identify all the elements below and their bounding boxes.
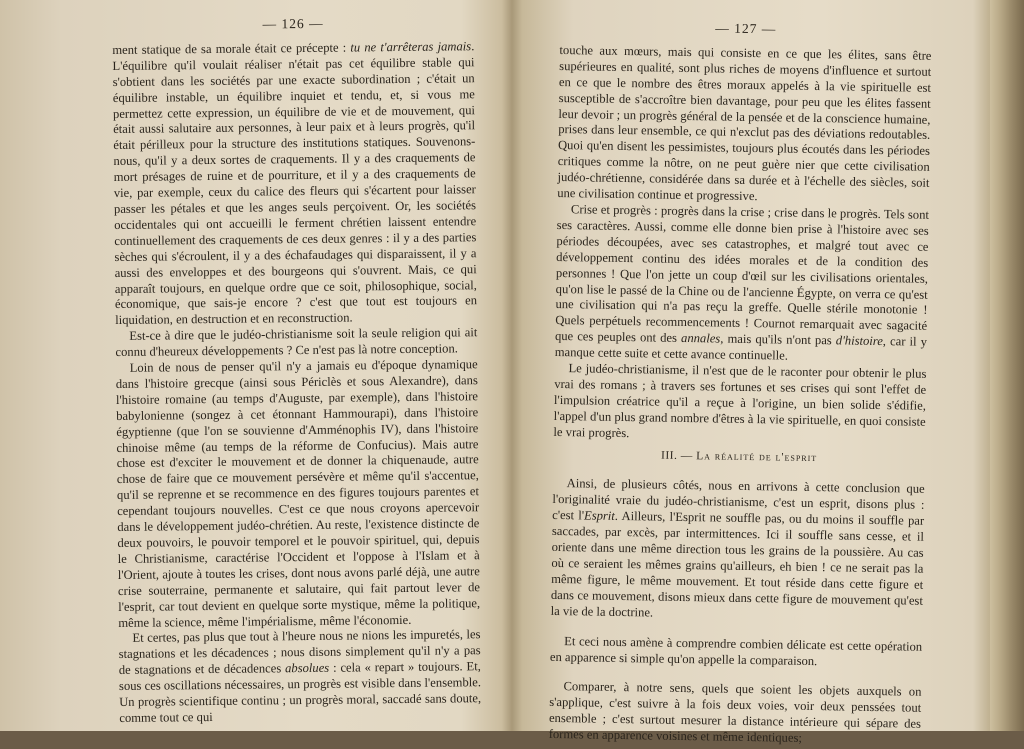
text-run: Comparer, à notre sens, quels que soient les objets auxquels on s'applique, c'est suivre à la fois deux voies, voir deux penssées tout ensemble ; c'est surtout mesurer la distance intérieure qui sépare des formes en apparence voisines et même identiques; — [548, 679, 922, 746]
italic-text: absolues — [285, 661, 330, 676]
section-title: La réalité de l'esprit — [696, 449, 818, 464]
text-run: . L'équilibre qu'il voulait réaliser n'était pas cet équilibre stable qui s'obtient dans les sociétés par une exacte subordination ; c'était un équilibre instable, un équilibre inquiet et tendu, et, si vous me permettez cette expression, un équilibre de vie et de mouvement, qui était aussi salutaire aux personnes, à leur paix et à leurs progrès, qu'il était périlleux pour la structure des institutions statiques. Souvenons-nous, qu'il y a deux sortes de craquements. Il y a des craquements de mort présages de ruine et de pourriture, et il y a des craquements de vie, par exemple, ceux du calice des fleurs qui s'écartent pour laisser passer les pétales et que les anges seuls perçoivent. Or, les sociétés occidentales qui ont accueilli le ferment chrétien laissent entendre continuellement des craquements de ces deux genres : il y a des parties sèches qui s'écroulent, il y a des échafaudages qui disparaissent, il y a aussi des enveloppes et des bourgeons qui s'ouvrent. Mais, ce qui apparaît toujours, en quelque ordre que ce soit, philosophique, social, économique, que sais-je encore ? c'est que tout est toujours en liquidation, en destruction et en reconstruction. — [112, 39, 478, 328]
right-page — [549, 18, 932, 749]
page-edge — [990, 0, 1024, 731]
paragraph — [112, 39, 477, 329]
paragraph — [557, 43, 931, 208]
paragraph — [555, 202, 929, 367]
paragraph — [553, 361, 926, 446]
italic-text: Esprit — [583, 508, 615, 524]
right-page-body-bottom — [549, 476, 925, 748]
paragraph — [550, 634, 922, 672]
paragraph — [549, 679, 922, 748]
text-run: , car il y manque cette suite et cette avance continuelle. — [554, 334, 928, 363]
paragraph — [115, 325, 477, 361]
section-number: III. — — [660, 449, 693, 462]
text-run: Crise et progrès : progrès dans la crise ; crise dans le progrès. Tels sont ses caractères. Aussi, comme elle donne bien prise à l'histoire avec ses périodes découpées, avec ses catastrophes, et malgré tout avec ce développement continu des idées morales et de la condition des personnes ! Que l'on jette un coup d'œil sur les civilisations orientales, qu'on lise le passé de la Chine ou de l'ancienne Égypte, on verra ce qu'est une civilisation qui n'a pas reçu la greffe. Quelle stérile monotonie ! Quels perpétuels recommencements ! Cournot remarquait avec sagacité que ces peuples ont des — [554, 202, 930, 346]
text-run: Loin de nous de penser qu'il n'y a jamais eu d'époque dynamique dans l'histoire grecque (ainsi sous Périclès et sous Alexandre), dans l'histoire romaine (au temps d'Auguste, par exemple), dans l'histoire babylonienne (songez à cet étonnant Hammourapi), dans l'histoire égyptienne (que l'on se souvienne d'Amménophis IV), dans l'histoire chinoise même (au temps de la réforme de Confucius). Mais autre chose est d'exciter le mouvement et de donner la chiquenaude, autre chose de faire que ce mouvement persévère et même qu'il s'accentue, qu'il se reprenne et se recommence en des figures toujours parentes et cependant toujours nouvelles. C'est ce que nous croyons apercevoir dans le développement judéo-chrétien. Au reste, l'existence distincte de deux pouvoirs, le pouvoir temporel et le pouvoir spirituel, qui, depuis le Christianisme, caractérise l'Occident et l'oppose à l'Islam et à l'Orient, ajoute à toutes les crises, dont nous avons parlé déjà, une autre crise souterraine, permanente et salutaire, qui fait partout lever de l'esprit, car tout devient en quelque sorte mystique, même la politique, même la science, même l'impérialisme, même l'économie. — [115, 357, 481, 630]
text-run: Et certes, pas plus que tout à l'heure nous ne nions les impuretés, les stagnations et les décadences ; nous disons simplement qu'il n'y a pas de stagnations et de décadences — [118, 627, 481, 678]
text-run: Ainsi, de plusieurs côtés, nous en arrivons à cette conclusion que l'originalité vraie du judéo-christianisme, c'est un esprit, disons plus : c'est l' — [552, 476, 925, 523]
paragraph — [116, 357, 481, 631]
italic-text: tu ne t'arrêteras jamais — [350, 39, 472, 55]
text-run: Le judéo-christianisme, il n'est que de le raconter pour obtenir le plus vrai des romans ; à travers ses fortunes et ses crises qui sont l'effet de l'impulsion créatrice qu'il a reçue à l'origine, un bien solide s'édifie, l'appel d'un plus grand nombre d'êtres à la vie spirituelle, en quoi consiste le vrai progrès. — [553, 361, 927, 440]
text-run: . Ailleurs, l'Esprit ne souffle pas, ou du moins il souffle par saccades, par excès, par intermittences. Ici il souffle sans cesse, et il oriente dans une même direction tous les grains de la poussière. Au cas où ce seraient les mêmes grains qu'ailleurs, eh bien ! ce ne serait pas la même figure, le même mouvement. Et tout réside dans cette figure et dans ce mouvement, disons mieux dans cette figure de mouvement qu'est la vie de la doctrine. — [550, 509, 925, 620]
section-heading — [553, 447, 925, 469]
text-run: Est-ce à dire que le judéo-christianisme soit la seule religion qui ait connu d'heureux développements ? Ce n'est pas là notre conception. — [115, 325, 478, 360]
paragraph — [551, 476, 925, 625]
italic-text: annales — [680, 331, 721, 346]
text-run: ment statique de sa morale était ce précepte : — [112, 40, 351, 57]
text-run: : cela « repart » toujours. Et, sous ces oscillations nécessaires, un progrès est visible dans l'ensemble. Un progrès scientifique continu ; un progrès moral, saccadé sans doute, comme tout ce qui — [118, 659, 482, 725]
text-run: touche aux mœurs, mais qui consiste en ce que les élites, sans être supérieures en qualité, sont plus riches de moyens d'influence et surtout en ce que le nombre des êtres moraux appelés à la vie spirituelle est susceptible de s'accroître bien davantage, pour peu que les élites fassent leur devoir ; un progrès général de la pensée et de la conscience humaine, prises dans leur ensemble, ce qui n'exclut pas des déviations redoutables. Quoi qu'en disent les pessimistes, toujours plus écoutés dans les périodes critiques comme la nôtre, on ne peut guère nier que cette civilisation judéo-chrétienne, considérée dans sa durée et à l'échelle des siècles, soit une civilisation continue et progressive. — [557, 42, 932, 204]
paragraph — [118, 628, 481, 727]
right-page-number: — 127 — — [715, 20, 777, 37]
left-page-body — [112, 39, 481, 727]
italic-text: d'histoire — [835, 333, 883, 349]
left-page-number: — 126 — — [262, 15, 324, 32]
text-run: , mais qu'ils n'ont pas — [720, 331, 836, 348]
right-page-body-top — [553, 43, 931, 446]
left-page — [112, 14, 481, 727]
text-run: Et ceci nous amène à comprendre combien délicate est cette opération en apparence si simple qu'on appelle la comparaison. — [549, 633, 923, 668]
